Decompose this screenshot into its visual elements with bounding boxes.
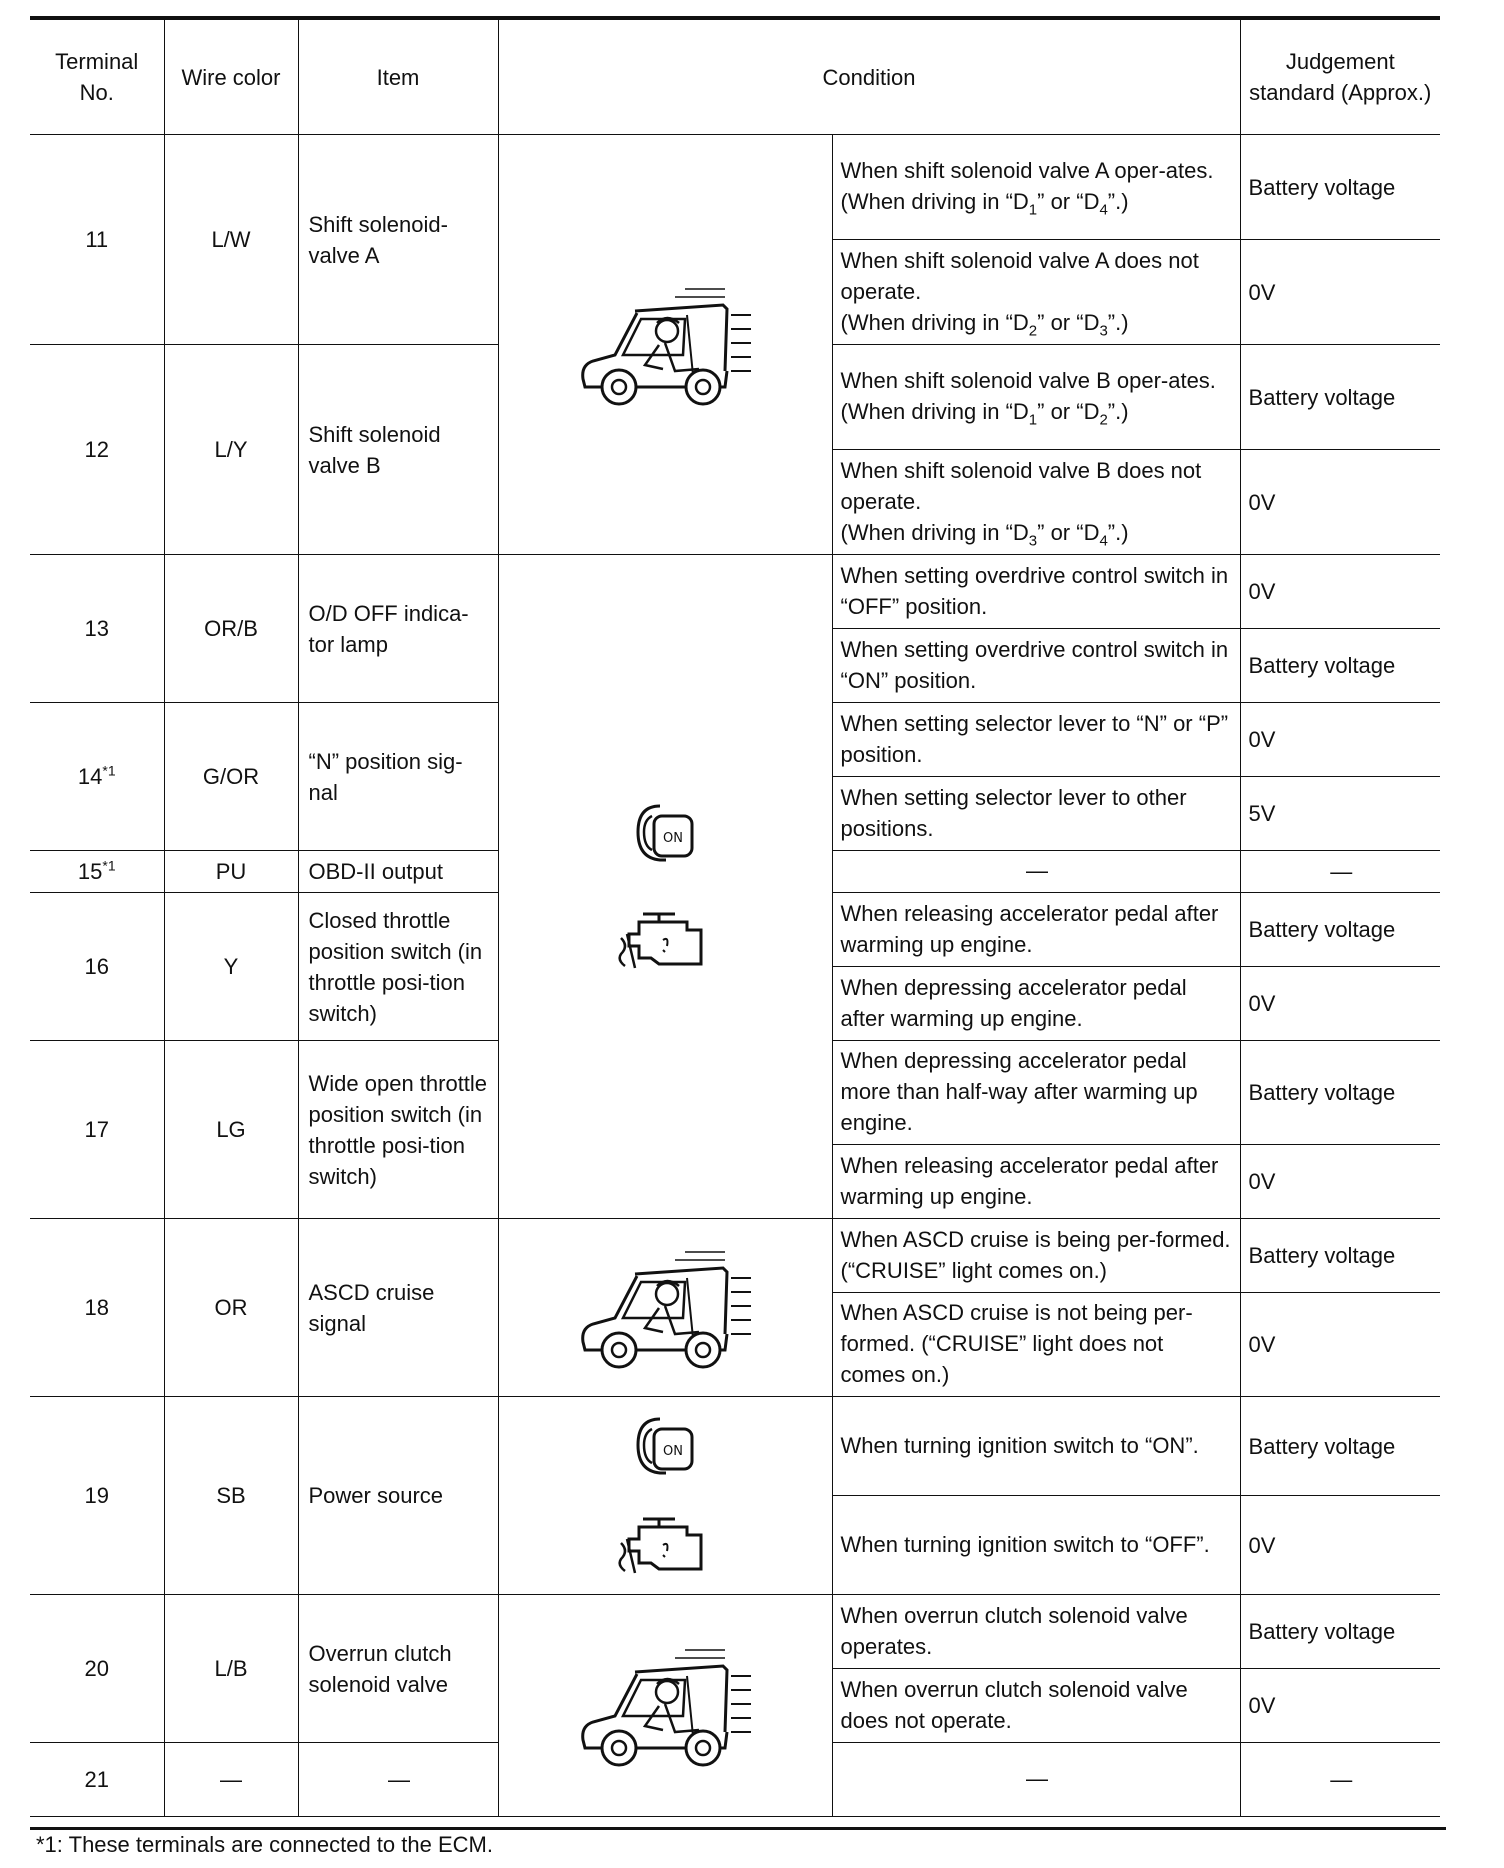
driving-range-note: (When driving in “$D_1$” or “$D_4$”.) [840,189,1129,219]
judgement-value: Battery voltage [1240,893,1440,967]
item-name: Power source [298,1397,498,1595]
terminal-number: 11 [30,135,164,345]
wire-color: L/W [164,135,298,345]
condition-icon-cell [498,555,832,1219]
judgement-value: 0V [1240,967,1440,1041]
wire-color: LG [164,1041,298,1219]
judgement-value: Battery voltage [1240,1219,1440,1293]
wire-color: OR/B [164,555,298,703]
driving-range-note: (When driving in “$D_1$” or “$D_2$”.) [840,399,1129,429]
wire-color: G/OR [164,703,298,851]
condition-text: When ASCD cruise is not being per-formed. (“CRUISE” light does not comes on.) [832,1293,1240,1397]
terminal-number: 14$^{*1}$ [30,703,164,851]
engine-running-icon [615,1511,715,1581]
terminal-number: 12 [30,345,164,555]
terminal-number: 13 [30,555,164,703]
condition-text [832,450,1240,555]
car-driving-icon [575,1636,755,1776]
condition-text: When turning ignition switch to “OFF”. [832,1496,1240,1595]
ignition-key-on-icon [630,798,700,868]
wire-color: OR [164,1219,298,1397]
wire-color: L/B [164,1595,298,1743]
item-name: — [298,1743,498,1817]
header-row [30,20,1440,135]
condition-text-line: When shift solenoid valve A oper-ates. [840,158,1214,183]
judgement-value: Battery voltage [1240,629,1440,703]
condition-text [832,345,1240,450]
condition-text: — [832,851,1240,893]
condition-text: When depressing accelerator pedal more than half-way after warming up engine. [832,1041,1240,1145]
header-terminal: Terminal No. [30,20,164,135]
judgement-value: 0V [1240,1496,1440,1595]
header-judgement: Judgement standard (Approx.) [1240,20,1440,135]
terminal-table [30,19,1440,1817]
engine-running-icon [615,906,715,976]
judgement-value: 0V [1240,555,1440,629]
table-row [30,135,1440,240]
condition-text: When setting overdrive control switch in “OFF” position. [832,555,1240,629]
condition-text-line: When shift solenoid valve B oper-ates. [840,368,1216,393]
wire-color: PU [164,851,298,893]
wire-color: — [164,1743,298,1817]
table-row [30,1219,1440,1293]
footnote: *1: These terminals are connected to the ECM. [30,1827,1446,1858]
terminal-number: 18 [30,1219,164,1397]
condition-text: When setting overdrive control switch in “ON” position. [832,629,1240,703]
condition-text: When ASCD cruise is being per-formed. (“CRUISE” light comes on.) [832,1219,1240,1293]
terminal-number: 16 [30,893,164,1041]
table-row [30,555,1440,629]
terminal-number: 17 [30,1041,164,1219]
condition-icon-cell [498,1219,832,1397]
item-name: Overrun clutch solenoid valve [298,1595,498,1743]
judgement-value: — [1240,1743,1440,1817]
car-driving-icon [575,275,755,415]
table-row [30,1397,1440,1496]
terminal-number: 15$^{*1}$ [30,851,164,893]
condition-text-line: When shift solenoid valve B does not operate. [840,457,1202,514]
condition-icon-cell [498,1397,832,1595]
condition-text-line: When shift solenoid valve A does not operate. [840,247,1199,304]
terminal-number: 21 [30,1743,164,1817]
judgement-value: Battery voltage [1240,135,1440,240]
item-name: Closed throttle position switch (in throttle posi-tion switch) [298,893,498,1041]
condition-text: When turning ignition switch to “ON”. [832,1397,1240,1496]
judgement-value: Battery voltage [1240,1397,1440,1496]
terminal-number: 19 [30,1397,164,1595]
judgement-value: 0V [1240,450,1440,555]
header-wire-color: Wire color [164,20,298,135]
condition-text: When overrun clutch solenoid valve operates. [832,1595,1240,1669]
item-name: Wide open throttle position switch (in throttle posi-tion switch) [298,1041,498,1219]
car-driving-icon [575,1238,755,1378]
condition-text: When setting selector lever to “N” or “P” position. [832,703,1240,777]
judgement-value: 0V [1240,1293,1440,1397]
driving-range-note: (When driving in “$D_3$” or “$D_4$”.) [840,519,1129,549]
judgement-value: Battery voltage [1240,1041,1440,1145]
condition-text [832,135,1240,240]
condition-text [832,240,1240,345]
ignition-key-on-icon [630,1411,700,1481]
wire-color: SB [164,1397,298,1595]
header-item: Item [298,20,498,135]
judgement-value: 0V [1240,240,1440,345]
driving-range-note: (When driving in “$D_2$” or “$D_3$”.) [840,309,1129,339]
condition-text: When releasing accelerator pedal after warming up engine. [832,1145,1240,1219]
item-name: ASCD cruise signal [298,1219,498,1397]
header-condition: Condition [498,20,1240,135]
item-name: Shift solenoid-valve A [298,135,498,345]
wire-color: L/Y [164,345,298,555]
terminal-number: 20 [30,1595,164,1743]
condition-text: When overrun clutch solenoid valve does not operate. [832,1669,1240,1743]
table-row [30,1595,1440,1669]
judgement-value: 5V [1240,777,1440,851]
judgement-value: 0V [1240,703,1440,777]
item-name: OBD-II output [298,851,498,893]
judgement-value: — [1240,851,1440,893]
terminal-table-sheet [30,16,1440,1817]
judgement-value: Battery voltage [1240,1595,1440,1669]
judgement-value: 0V [1240,1145,1440,1219]
wire-color: Y [164,893,298,1041]
item-name: O/D OFF indica-tor lamp [298,555,498,703]
condition-text: When depressing accelerator pedal after warming up engine. [832,967,1240,1041]
item-name: “N” position sig-nal [298,703,498,851]
condition-text: When setting selector lever to other positions. [832,777,1240,851]
condition-icon-cell [498,135,832,555]
condition-text: — [832,1743,1240,1817]
condition-text: When releasing accelerator pedal after warming up engine. [832,893,1240,967]
condition-icon-cell [498,1595,832,1817]
item-name: Shift solenoid valve B [298,345,498,555]
judgement-value: 0V [1240,1669,1440,1743]
judgement-value: Battery voltage [1240,345,1440,450]
